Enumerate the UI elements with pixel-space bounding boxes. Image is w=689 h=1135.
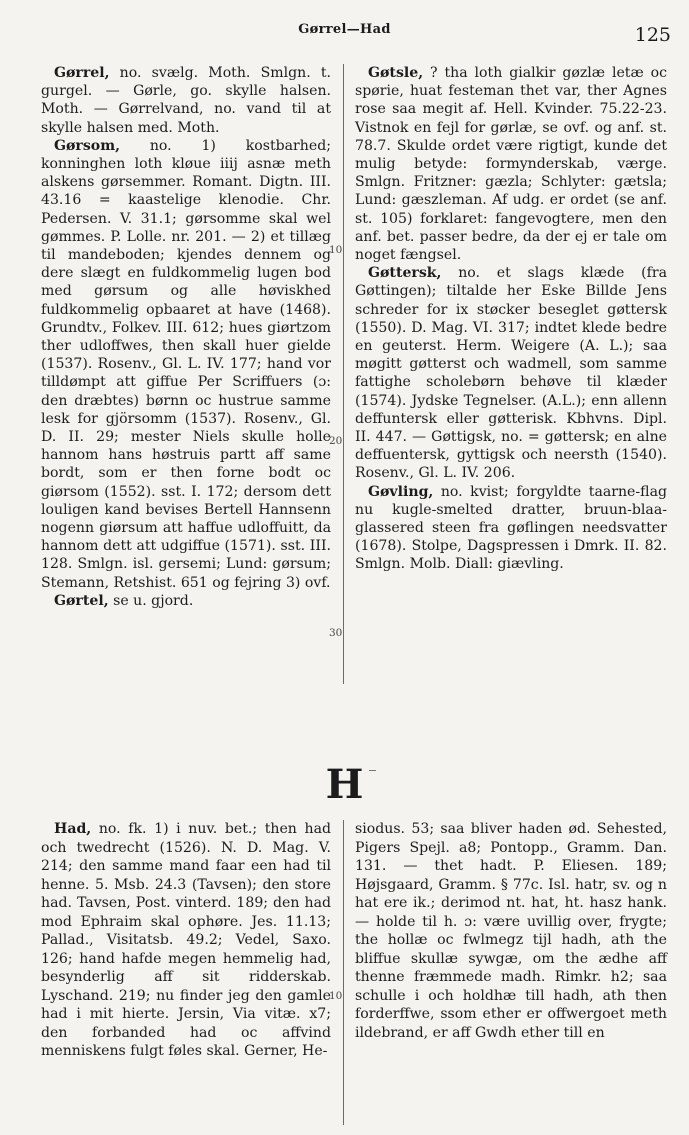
headword: Gørsom, — [54, 137, 121, 154]
line-number: 10 — [329, 990, 343, 1002]
entry-gotsle — [355, 64, 667, 264]
headword: Had, — [54, 821, 92, 837]
entry-gorrel — [41, 64, 331, 137]
entry-text: no. et slags klæde (fra Gøttingen); tiltalde her Eske Billde Jens schreder for ix støcker beseglet gøttersk (1550). D. Mag. VI. 317; indtet klede bedre en geuterst. Herm. Weigere (A. L.); saa møgitt gøtterst och wadmell, som samme fattighe scholebørn behøve til klæder (1574). Jydske Tegnelser. (A.L.); enn allenn deffuntersk eller gøtterisk. Kbhvns. Dipl. II. 447. — Gøttigsk, no. = gøttersk; en alne deffuentersk, gyttigsk och neersth (1540). Rosenv., Gl. L. IV. 206. — [355, 265, 667, 482]
entry-text: se u. gjord. — [108, 592, 194, 609]
column-rule — [343, 64, 344, 684]
headword: Gørtel, — [54, 592, 109, 609]
top-entries — [0, 64, 689, 694]
entry-text: ? tha loth gialkir gøzlæ letæ oc spørie, huat festeman thet var, ther Agnes rose saa megit af. Hell. Kvinder. 75.22-23. Vistnok en fejl for gørlæ, se ovf. og anf. st. 78.7. Skulde ordet være rigtigt, kunde det mulig betyde: formynderskab, værge. Smlgn. Fritzner: gæzla; Schlyter: gætsla; Lund: gæszleman. Af udg. er ordet (se anf. st. 105) forklaret: fangevogtere, men den anf. bet. passer bedre, da der ej er tale om noget fængsel. — [355, 65, 667, 264]
entry-had — [41, 820, 331, 1061]
right-column — [355, 820, 667, 1042]
entry-govling — [355, 483, 667, 574]
headword: Gøtsle, — [368, 65, 424, 81]
left-column — [41, 820, 331, 1061]
line-number: 20 — [329, 435, 343, 447]
headword: Gørrel, — [54, 65, 110, 81]
entry-had-continued — [355, 820, 667, 1042]
entry-gortel — [41, 592, 331, 610]
column-rule — [343, 820, 344, 1125]
entry-text: no. kvist; forgyldte taarne-flag nu kugle-smelted dratter, bruun-blaa-glassered steen fra gøflingen needsvatter (1678). Stolpe, Dagspressen i Dmrk. II. 82. Smlgn. Molb. Diall: giævling. — [355, 483, 667, 573]
line-number: 10 — [329, 244, 343, 256]
entry-text: no. fk. 1) i nuv. bet.; then had och twedrecht (1526). N. D. Mag. V. 214; den samme mand faar een had til henne. 5. Msb. 24.3 (Tavsen); den store had. Tavsen, Post. vinterd. 189; den had mod Ephraim skal ophøre. Jes. 11.13; Pallad., Visitatsb. 49.2; Vedel, Saxo. 126; hand hafde megen hemmelig had, besynderlig aff sit ridderskab. Lyschand. 219; nu finder jeg den gamle had i mit hierte. Jersin, Via vitæ. x7; den forbanded had oc affvind menniskens fulgt føles skal. Gerner, He- — [41, 821, 331, 1059]
headword: Gøttersk, — [368, 265, 442, 282]
right-column — [355, 64, 667, 574]
page-number: 125 — [634, 24, 671, 46]
entry-text: no. 1) kostbarhed; konninghen loth kløue iiij asnæ meth alskens gørsemmer. Romant. Digtn. III. 43.16 = kaastelige klenodie. Chr. Pedersen. V. 31.1; gørsomme skal wel gømmes. P. Lolle. nr. 201. — 2) et tillæg til mandeboden; kjendes dennem og dere slægt en fuldkommelig lugen bod med gørsum og alle høviskhed fuldkommelig opbaaret at have (1468). Grundtv., Folkev. III. 612; hues giørtzom ther udloffwes, then skall huer gielde (1537). Rosenv., Gl. L. IV. 177; hand vor tilldømpt att giffue Per Scriffuers (ɔ: den dræbtes) børnn oc hustrue samme lesk for gjörsomm (1537). Rosenv., Gl. D. II. 29; mester Niels skulle holle hannom hans høstruis partt aff same bordt, som er then forne bodt oc giørsom (1552). sst. I. 172; dersom dett louligen kand bevises Bertell Hannsenn nogenn giørsum att haffue udloffuitt, da hannom dett att udgiffue (1571). sst. III. 128. Smlgn. isl. gersemi; Lund: gørsum; Stemann, Retshist. 651 og fejring 3) ovf. — [41, 137, 331, 591]
page-header — [0, 22, 689, 44]
headword: Gøvling, — [368, 483, 434, 500]
section-letter-heading: H — [325, 761, 364, 808]
running-title: Gørrel—Had — [298, 22, 391, 37]
left-column — [41, 64, 331, 610]
bottom-entries — [0, 820, 689, 1135]
entry-text: siodus. 53; saa bliver haden ød. Sehested, Pigers Spejl. a8; Pontopp., Gramm. Dan. 131. — thet hadt. P. Eliesen. 189; Højsgaard, Gramm. § 77c. Isl. hatr, sv. og n hat ere ik.; derimod nt. hat, ht. hasz hank. — holde til h. ɔ: være uvillig over, frygte; the hollæ oc fwlmegz tijl hadh, ath the bliffue skullæ sywgæ, om the ædhe aff thenne fræmmede madh. Rimkr. h2; saa schulle i och holdhæ till hadh, ath then forderffwe, ssom ether er offwergoet meth ildebrand, er aff Gwdh ether till en — [355, 821, 667, 1041]
line-number: 30 — [329, 627, 343, 639]
entry-text: no. svælg. Moth. Smlgn. t. gurgel. — Gørle, go. skylle halsen. Moth. — Gørrelvand, no. vand til at skylle halsen med. Moth. — [41, 65, 331, 136]
entry-gottersk — [355, 264, 667, 482]
entry-gorsom — [41, 137, 331, 592]
